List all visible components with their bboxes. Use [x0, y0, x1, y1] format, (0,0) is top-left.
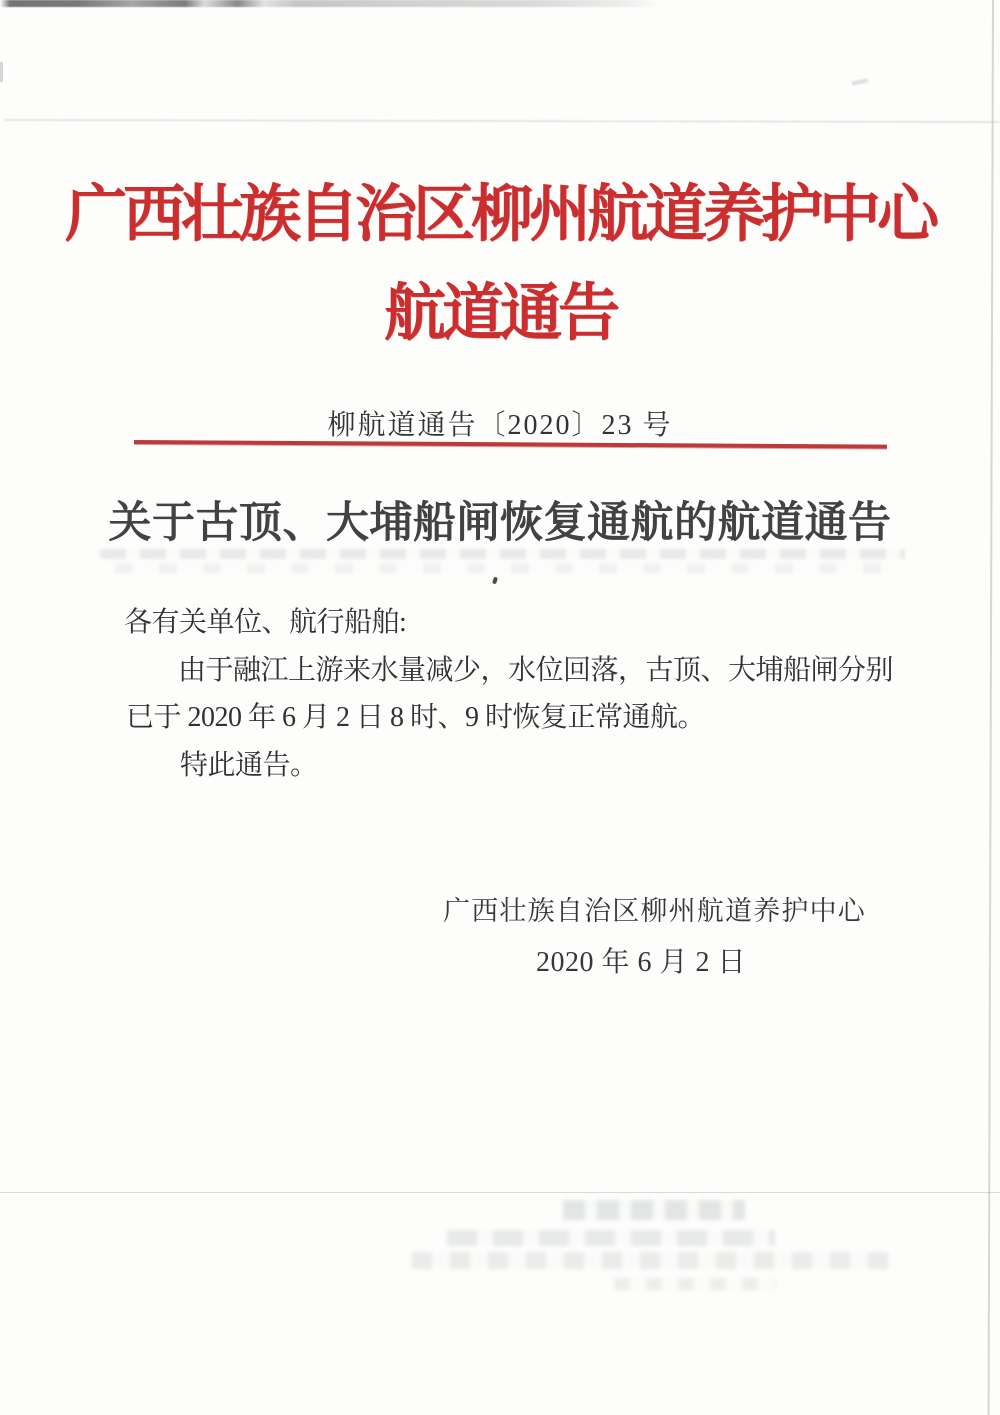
scan-artifact-bleedthrough-text — [614, 1278, 776, 1290]
scan-artifact-left-edge-mark — [0, 62, 3, 82]
scan-artifact-bleedthrough-text — [412, 1252, 890, 1269]
scan-artifact-right-mark — [852, 78, 868, 85]
body-paragraph-line1: 由于融江上游来水量减少，水位回落，古顶、大埔船闸分别 — [178, 655, 894, 686]
scan-artifact-faint-line-top — [4, 119, 1000, 123]
signature-org-name: 广西壮族自治区柳州航道养护中心 — [443, 896, 866, 926]
signature-date: 2020 年 6 月 2 日 — [535, 947, 746, 978]
scan-artifact-ink-speck — [492, 577, 498, 585]
scan-artifact-bleedthrough-band — [100, 549, 905, 559]
scan-artifact-bleedthrough-text — [447, 1230, 775, 1246]
letterhead-org-title-line2: 航道通告 — [383, 280, 616, 348]
closing-phrase: 特此通告。 — [180, 750, 318, 781]
letterhead-org-title-line1: 广西壮族自治区柳州航道养护中心 — [64, 181, 935, 249]
scan-artifact-top-smudge — [0, 0, 660, 7]
document-number: 柳航道通告〔2020〕23 号 — [327, 410, 673, 441]
salutation: 各有关单位、航行船舶: — [124, 607, 407, 638]
scan-artifact-bleedthrough-band — [115, 563, 895, 574]
scan-artifact-bleedthrough-text — [563, 1200, 745, 1220]
scan-artifact-faint-line-bottom — [0, 1192, 1000, 1193]
body-paragraph-line2: 已于 2020 年 6 月 2 日 8 时、9 时恢复正常通航。 — [126, 702, 706, 733]
notice-title: 关于古顶、大埔船闸恢复通航的航道通告 — [108, 500, 892, 547]
